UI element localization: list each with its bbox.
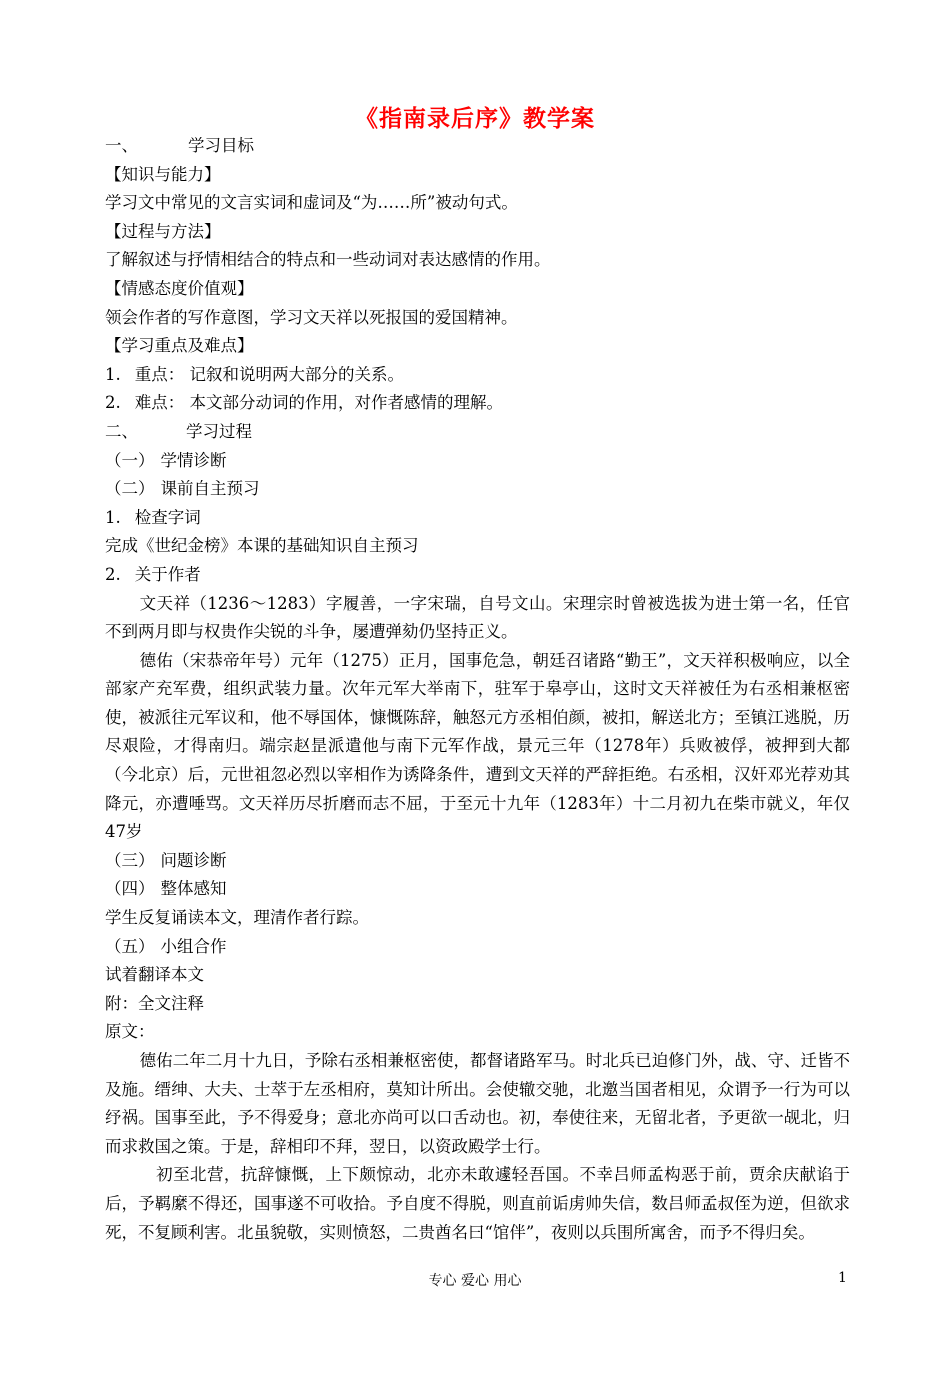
line-text: 学习过程 xyxy=(186,421,252,441)
line-text: 【情感态度价值观】 xyxy=(105,278,254,298)
line-step-3 xyxy=(105,847,850,876)
line-p-notes xyxy=(105,990,850,1019)
line-number: 2. xyxy=(105,564,121,584)
line-text: 试着翻译本文 xyxy=(105,965,204,985)
page-number: 1 xyxy=(838,1270,847,1286)
line-p-read xyxy=(105,904,850,933)
line-focus-1 xyxy=(105,361,850,390)
line-step-1 xyxy=(105,447,850,476)
line-h-focus xyxy=(105,332,850,361)
line-focus-2 xyxy=(105,389,850,418)
paragraph: 德佑（宋恭帝年号）元年（1275）正月，国事危急，朝廷召诸路“勤王”，文天祥积极响应，以全部家产充军费，组织武装力量。次年元军大举南下，驻军于皋亭山，这时文天祥被任为右丞相兼枢密使，被派往元军议和，他不辱国体，慷慨陈辞，触怒元方丞相伯颜，被扣，解送北方；至镇江逃脱，历尽艰险，才得南归。端宗赵昰派遣他与南下元军作战，景元三年（1278年）兵败被俘，被押到大都（今北京）后，元世祖忽必烈以宰相作为诱降条件，遭到文天祥的严辞拒绝。右丞相，汉奸邓光荐劝其降元，亦遭唾骂。文天祥历尽折磨而志不屈，于至元十九年（1283年）十二月初九在柴市就义，年仅47岁 xyxy=(105,650,850,842)
page-footer xyxy=(0,1270,950,1290)
line-number: （三） xyxy=(105,850,155,870)
line-text: 领会作者的写作意图，学习文天祥以死报国的爱国精神。 xyxy=(105,307,518,327)
paragraph: 文天祥（1236～1283）字履善，一字宋瑞，自号文山。宋理宗时曾被选拔为进士第一名，任官不到两月即与权贵作尖锐的斗争，屡遭弹劾仍坚持正义。 xyxy=(105,593,850,642)
line-p-knowledge xyxy=(105,189,850,218)
footer-slogan: 专心 爱心 用心 xyxy=(428,1273,522,1289)
line-text: 【学习重点及难点】 xyxy=(105,336,254,356)
line-text: 小组合作 xyxy=(160,936,227,956)
line-number: 1. xyxy=(105,364,121,384)
line-h-process xyxy=(105,218,850,247)
line-text: 重点： 记叙和说明两大部分的关系。 xyxy=(134,364,404,384)
author-intro xyxy=(105,590,850,847)
line-p-original xyxy=(105,1018,850,1047)
line-number: 一、 xyxy=(105,136,138,155)
line-step-2 xyxy=(105,475,850,504)
line-text: 关于作者 xyxy=(134,564,201,584)
line-p-translate xyxy=(105,961,850,990)
line-p-process xyxy=(105,246,850,275)
line-number: （二） xyxy=(105,479,155,499)
line-text: 学习文中常见的文言实词和虚词及“为……所”被动句式。 xyxy=(105,193,518,213)
line-number: 1. xyxy=(105,507,121,527)
paragraph: 德佑二年二月十九日，予除右丞相兼枢密使，都督诸路军马。时北兵已迫修门外，战、守、迁皆不及施。缙绅、大夫、士萃于左丞相府，莫知计所出。会使辙交驰，北邀当国者相见，众谓予一行为可以纾祸。国事至此，予不得爱身；意北亦尚可以口舌动也。初，奉使往来，无留北者，予更欲一觇北，归而求救国之策。于是，辞相印不拜，翌日，以资政殿学士行。 xyxy=(105,1051,850,1156)
line-text: 了解叙述与抒情相结合的特点和一些动词对表达感情的作用。 xyxy=(105,250,551,270)
line-text: 检查字词 xyxy=(134,507,201,527)
outline-section-b xyxy=(105,847,850,1047)
line-p-workbook xyxy=(105,532,850,561)
line-step-2-2 xyxy=(105,561,850,590)
line-h-knowledge xyxy=(105,161,850,190)
line-text: 完成《世纪金榜》本课的基础知识自主预习 xyxy=(105,536,419,556)
line-text: 【知识与能力】 xyxy=(105,164,221,184)
line-text: 课前自主预习 xyxy=(160,479,260,499)
line-number: （四） xyxy=(105,879,155,899)
document-body xyxy=(105,132,850,1247)
line-step-2-1 xyxy=(105,504,850,533)
line-step-4 xyxy=(105,875,850,904)
line-text: 整体感知 xyxy=(160,879,227,899)
line-number: （一） xyxy=(105,450,155,470)
line-step-5 xyxy=(105,933,850,962)
line-text: 附：全文注释 xyxy=(105,993,204,1013)
line-number: 二、 xyxy=(105,421,138,441)
paragraph: 初至北营，抗辞慷慨，上下颇惊动，北亦未敢遽轻吾国。不幸吕师孟构恶于前，贾余庆献谄于后，予羁縻不得还，国事遂不可收拾。予自度不得脱，则直前诟虏帅失信，数吕师孟叔侄为逆，但欲求死，不复顾利害。北虽貌敬，实则愤怒，二贵酋名曰“馆伴”，夜则以兵围所寓舍，而予不得归矣。 xyxy=(105,1165,850,1242)
line-text: 难点： 本文部分动词的作用，对作者感情的理解。 xyxy=(134,393,503,413)
line-text: 学情诊断 xyxy=(160,450,227,470)
outline-section-a xyxy=(105,132,850,590)
line-p-emotion xyxy=(105,304,850,333)
line-number: （五） xyxy=(105,936,155,956)
line-text: 原文： xyxy=(105,1022,155,1042)
original-text xyxy=(105,1047,850,1247)
line-text: 学习目标 xyxy=(188,136,254,155)
document-title: 《指南录后序》教学案 xyxy=(355,106,595,132)
line-text: 学生反复诵读本文，理清作者行踪。 xyxy=(105,908,369,928)
line-text: 【过程与方法】 xyxy=(105,221,221,241)
line-sec1 xyxy=(105,132,850,161)
line-number: 2. xyxy=(105,393,121,413)
line-text: 问题诊断 xyxy=(160,850,227,870)
line-sec2 xyxy=(105,418,850,447)
line-h-emotion xyxy=(105,275,850,304)
